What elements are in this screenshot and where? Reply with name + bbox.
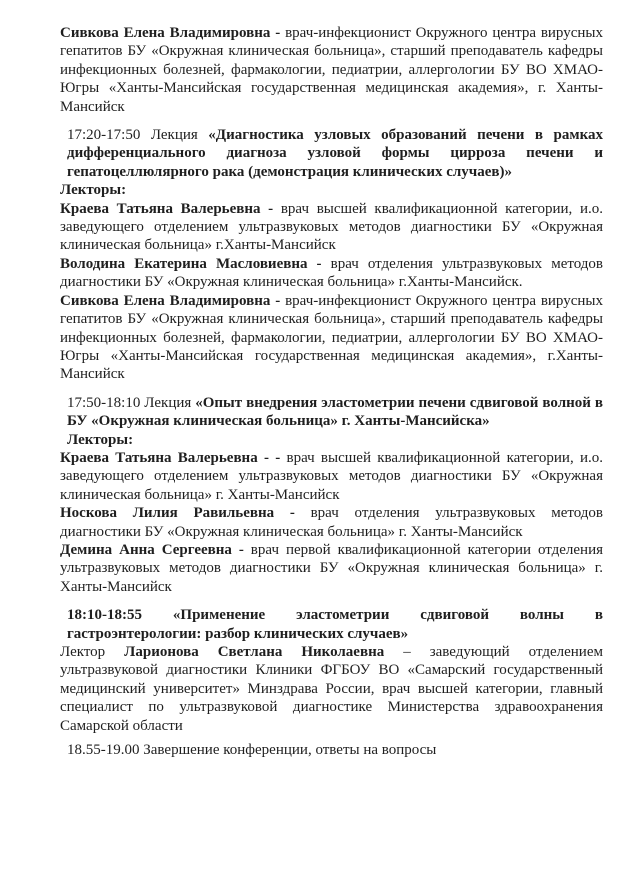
lectors-label [60,181,603,199]
bold-text-run: «Диагностика узловых образований печени в рамках дифференциального диагноза узловой формы цирроза печени и гепатоцеллюлярного рака (демонстрация клинических случаев)» [67,127,603,180]
speaker-paragraph [60,541,603,596]
session-title [60,126,603,181]
bold-text-run: «Опыт внедрения эластометрии печени сдвиговой волной в БУ «Окружная клиническая больница» г. Ханты-Мансийска» [67,394,603,430]
text-run: 17:20-17:50 Лекция [67,127,209,144]
text-run: 17:50-18:10 Лекция [67,394,196,411]
text-run: врач отделения ультразвуковых методов диагностики БУ «Окружная клиническая больница» г. Ханты-Мансийск [60,505,603,540]
text-run: 18.55-19.00 Завершение конференции, ответы на вопросы [67,742,437,759]
session-title [60,606,603,643]
closing-line [60,741,603,759]
bold-text-run: Ларионова Светлана Николаевна [124,644,385,660]
text-run: Лектор [60,644,125,660]
bold-text-run: Краева Татьяна Валерьевна - - [60,449,281,466]
bold-text-run: Демина Анна Сергеевна - [60,541,244,558]
lector-paragraph [60,643,603,735]
bold-text-run: Лекторы: [60,182,127,199]
text-run: врач высшей квалификационной категории, и.о. заведующего отделением ультразвуковых методов диагностики БУ «Окружная клиническая больница» г. Ханты-Мансийск [60,449,604,503]
bold-text-run: Сивкова Елена Владимировна - [60,25,281,41]
speaker-paragraph [60,292,603,384]
bold-text-run: Володина Екатерина Масловиевна - [60,255,322,272]
text-run: врач-инфекционист Окружного центра вирусных гепатитов БУ «Окружная клиническая больница», старший преподаватель кафедры инфекционных болезней, фармакологии, педиатрии, аллергологии БУ ВО ХМАО-Югры «Ханты-Мансийская государственная медицинская академия», г. Ханты-Мансийск [60,25,603,115]
text-run: врач-инфекционист Окружного центра вирусных гепатитов БУ «Окружная клиническая больница», старший преподаватель кафедры инфекционных болезней, фармакологии, педиатрии, аллергологии БУ ВО ХМАО-Югры «Ханты-Мансийская государственная медицинская академия», г.Ханты-Мансийск [60,292,603,383]
text-run: врач высшей квалификационной категории, и.о. заведующего отделением ультразвуковых методов диагностики БУ «Окружная клиническая больница» г.Ханты-Мансийск [60,200,603,254]
session-title [60,394,603,431]
bold-text-run: Сивкова Елена Владимировна - [60,292,281,309]
bold-text-run: Носкова Лилия Равильевна - [60,505,295,522]
speaker-paragraph [60,255,603,292]
speaker-paragraph [60,200,603,255]
document-body [60,24,603,759]
bold-text-run: Краева Татьяна Валерьевна - [60,200,274,217]
bold-text-run: 18:10-18:55 «Применение эластометрии сдвиговой волны в гастроэнтерологии: разбор клинических случаев» [67,607,603,642]
speaker-paragraph [60,504,603,541]
text-run: врач отделения ультразвуковых методов диагностики БУ «Окружная клиническая больница» г.Ханты-Мансийск. [60,255,603,291]
speaker-paragraph [60,449,603,504]
lectors-label [60,431,603,449]
bold-text-run: Лекторы: [67,431,134,448]
text-run: – заведующий отделением ультразвуковой диагностики Клиники ФГБОУ ВО «Самарский государственный медицинский университет» Минздрава России, врач высшей категории, главный специалист по ультразвуковой диагностике Министерства здравоохранения Самарской области [60,644,603,734]
speaker-paragraph [60,24,603,116]
text-run: врач первой квалификационной категории отделения ультразвуковых методов диагностики БУ «Окружная клиническая больница» г. Ханты-Мансийск [60,541,604,595]
